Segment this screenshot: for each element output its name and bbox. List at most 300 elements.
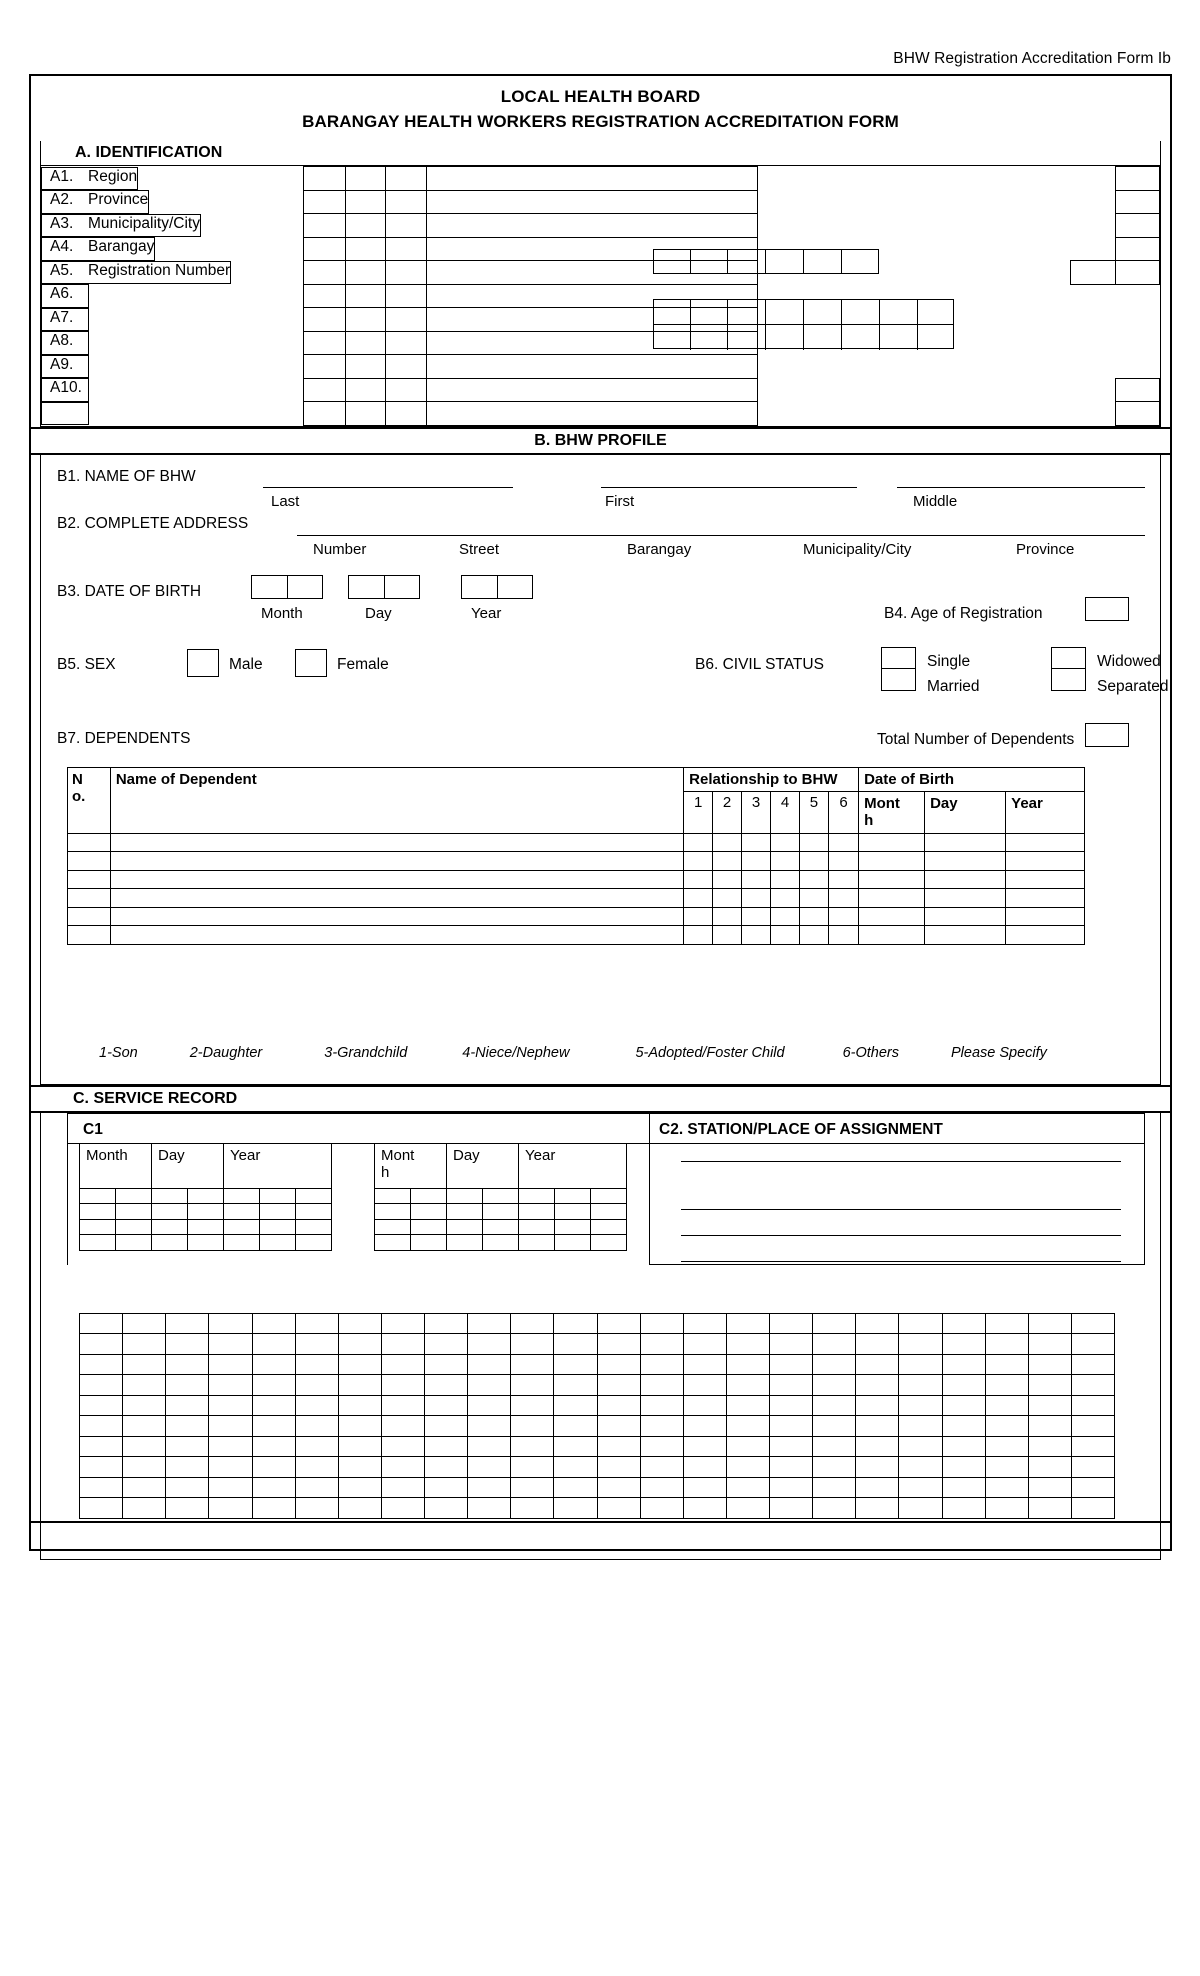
dependent-cell[interactable] xyxy=(713,907,742,926)
b5-female-checkbox[interactable] xyxy=(295,649,327,677)
service-record-cell[interactable] xyxy=(770,1375,813,1396)
service-record-cell[interactable] xyxy=(468,1457,511,1478)
service-record-cell[interactable] xyxy=(1028,1477,1071,1498)
dependent-cell[interactable] xyxy=(68,889,111,908)
service-record-cell[interactable] xyxy=(813,1334,856,1355)
service-record-cell[interactable] xyxy=(295,1457,338,1478)
service-record-cell[interactable] xyxy=(683,1457,726,1478)
section-a-code-cell[interactable] xyxy=(386,308,427,332)
dependent-cell[interactable] xyxy=(68,833,111,852)
service-record-cell[interactable] xyxy=(942,1436,985,1457)
service-record-cell[interactable] xyxy=(295,1334,338,1355)
service-record-cell[interactable] xyxy=(425,1436,468,1457)
service-record-cell[interactable] xyxy=(123,1354,166,1375)
dependent-cell[interactable] xyxy=(713,833,742,852)
dependent-cell[interactable] xyxy=(828,907,858,926)
service-record-cell[interactable] xyxy=(1028,1457,1071,1478)
service-record-cell[interactable] xyxy=(597,1354,640,1375)
section-a-code-cell[interactable] xyxy=(303,190,345,214)
section-a-right-box[interactable] xyxy=(1115,190,1159,214)
service-record-cell[interactable] xyxy=(899,1313,942,1334)
service-record-cell[interactable] xyxy=(683,1375,726,1396)
c2-line-1[interactable] xyxy=(681,1161,1121,1162)
service-record-cell[interactable] xyxy=(813,1313,856,1334)
service-record-cell[interactable] xyxy=(166,1436,209,1457)
service-record-cell[interactable] xyxy=(381,1477,424,1498)
service-record-cell[interactable] xyxy=(942,1416,985,1437)
b6-single-checkbox[interactable] xyxy=(882,648,915,669)
service-record-cell[interactable] xyxy=(425,1477,468,1498)
dependent-cell[interactable] xyxy=(771,833,800,852)
service-record-cell[interactable] xyxy=(856,1477,899,1498)
section-a-value-cell[interactable] xyxy=(426,214,758,238)
service-record-cell[interactable] xyxy=(1028,1416,1071,1437)
service-record-cell[interactable] xyxy=(123,1477,166,1498)
service-record-cell[interactable] xyxy=(813,1436,856,1457)
service-record-cell[interactable] xyxy=(166,1334,209,1355)
service-record-cell[interactable] xyxy=(209,1477,252,1498)
dependent-cell[interactable] xyxy=(771,889,800,908)
service-record-cell[interactable] xyxy=(381,1334,424,1355)
service-record-cell[interactable] xyxy=(209,1416,252,1437)
service-record-cell[interactable] xyxy=(338,1334,381,1355)
service-record-cell[interactable] xyxy=(683,1334,726,1355)
service-record-cell[interactable] xyxy=(1028,1375,1071,1396)
service-record-cell[interactable] xyxy=(295,1313,338,1334)
service-record-cell[interactable] xyxy=(468,1354,511,1375)
section-a-code-cell[interactable] xyxy=(345,214,386,238)
service-record-cell[interactable] xyxy=(554,1477,597,1498)
dependent-cell[interactable] xyxy=(828,926,858,945)
service-record-cell[interactable] xyxy=(425,1375,468,1396)
section-a-right-box[interactable] xyxy=(1071,261,1115,285)
dependent-cell[interactable] xyxy=(799,907,828,926)
service-record-cell[interactable] xyxy=(80,1457,123,1478)
service-record-cell[interactable] xyxy=(554,1416,597,1437)
service-record-cell[interactable] xyxy=(899,1354,942,1375)
service-record-cell[interactable] xyxy=(511,1334,554,1355)
section-a-code-cell[interactable] xyxy=(386,237,427,261)
service-record-cell[interactable] xyxy=(683,1436,726,1457)
dependent-cell[interactable] xyxy=(799,889,828,908)
service-record-cell[interactable] xyxy=(554,1313,597,1334)
dependent-cell[interactable] xyxy=(828,852,858,871)
service-record-cell[interactable] xyxy=(80,1313,123,1334)
service-record-cell[interactable] xyxy=(942,1395,985,1416)
b5-male-checkbox[interactable] xyxy=(187,649,219,677)
service-record-cell[interactable] xyxy=(209,1498,252,1519)
service-record-cell[interactable] xyxy=(381,1457,424,1478)
service-record-cell[interactable] xyxy=(597,1477,640,1498)
section-a-code-cell[interactable] xyxy=(386,167,427,191)
service-record-cell[interactable] xyxy=(942,1498,985,1519)
service-record-cell[interactable] xyxy=(856,1395,899,1416)
service-record-cell[interactable] xyxy=(252,1477,295,1498)
section-a-value-cell[interactable] xyxy=(426,190,758,214)
service-record-cell[interactable] xyxy=(770,1436,813,1457)
dependent-cell[interactable] xyxy=(799,870,828,889)
service-record-cell[interactable] xyxy=(554,1395,597,1416)
service-record-cell[interactable] xyxy=(252,1395,295,1416)
service-record-cell[interactable] xyxy=(338,1498,381,1519)
service-record-cell[interactable] xyxy=(1071,1436,1114,1457)
dependent-cell[interactable] xyxy=(713,870,742,889)
dependent-cell[interactable] xyxy=(925,907,1006,926)
section-a-code-cell[interactable] xyxy=(303,167,345,191)
service-record-cell[interactable] xyxy=(899,1477,942,1498)
b3-month-box-1[interactable] xyxy=(252,576,288,598)
service-record-cell[interactable] xyxy=(856,1457,899,1478)
dependent-cell[interactable] xyxy=(684,926,713,945)
c2-line-4[interactable] xyxy=(681,1261,1121,1262)
service-record-cell[interactable] xyxy=(985,1313,1028,1334)
section-a-code-cell[interactable] xyxy=(345,355,386,379)
dependent-cell[interactable] xyxy=(742,907,771,926)
dependent-cell[interactable] xyxy=(859,852,925,871)
service-record-cell[interactable] xyxy=(381,1498,424,1519)
service-record-cell[interactable] xyxy=(209,1334,252,1355)
b6-widowed-checkbox[interactable] xyxy=(1052,648,1085,669)
service-record-cell[interactable] xyxy=(856,1416,899,1437)
service-record-cell[interactable] xyxy=(425,1457,468,1478)
b4-age-box[interactable] xyxy=(1085,597,1129,621)
service-record-cell[interactable] xyxy=(209,1375,252,1396)
service-record-cell[interactable] xyxy=(1028,1313,1071,1334)
section-a-code-cell[interactable] xyxy=(386,355,427,379)
service-record-cell[interactable] xyxy=(985,1416,1028,1437)
section-a-right-box[interactable] xyxy=(1115,378,1159,402)
dependent-cell[interactable] xyxy=(799,926,828,945)
section-a-code-cell[interactable] xyxy=(386,331,427,355)
service-record-cell[interactable] xyxy=(640,1498,683,1519)
service-record-cell[interactable] xyxy=(726,1477,769,1498)
section-a-code-cell[interactable] xyxy=(345,308,386,332)
b3-year-box-1[interactable] xyxy=(462,576,498,598)
service-record-cell[interactable] xyxy=(80,1395,123,1416)
section-a-code-cell[interactable] xyxy=(345,284,386,308)
dependent-cell[interactable] xyxy=(799,852,828,871)
dependent-cell[interactable] xyxy=(828,889,858,908)
dependent-cell[interactable] xyxy=(110,889,683,908)
dependent-cell[interactable] xyxy=(828,870,858,889)
section-a-code-cell[interactable] xyxy=(386,261,427,285)
service-record-cell[interactable] xyxy=(899,1416,942,1437)
service-record-cell[interactable] xyxy=(295,1477,338,1498)
dependent-cell[interactable] xyxy=(110,852,683,871)
section-a-code-cell[interactable] xyxy=(345,331,386,355)
b1-middle-underline[interactable] xyxy=(897,487,1145,488)
b3-day-box-2[interactable] xyxy=(385,576,419,598)
b6-married-checkbox[interactable] xyxy=(882,669,915,690)
service-record-cell[interactable] xyxy=(123,1395,166,1416)
dependent-cell[interactable] xyxy=(771,852,800,871)
service-record-cell[interactable] xyxy=(770,1498,813,1519)
b1-last-underline[interactable] xyxy=(263,487,513,488)
service-record-cell[interactable] xyxy=(899,1436,942,1457)
service-record-cell[interactable] xyxy=(597,1375,640,1396)
service-record-cell[interactable] xyxy=(597,1313,640,1334)
service-record-cell[interactable] xyxy=(209,1395,252,1416)
dependent-cell[interactable] xyxy=(110,870,683,889)
service-record-cell[interactable] xyxy=(468,1436,511,1457)
service-record-cell[interactable] xyxy=(252,1498,295,1519)
service-record-cell[interactable] xyxy=(381,1416,424,1437)
b7-total-dependents-box[interactable] xyxy=(1085,723,1129,747)
service-record-cell[interactable] xyxy=(252,1416,295,1437)
service-record-cell[interactable] xyxy=(683,1416,726,1437)
section-a-code-cell[interactable] xyxy=(386,378,427,402)
service-record-cell[interactable] xyxy=(813,1354,856,1375)
service-record-cell[interactable] xyxy=(597,1457,640,1478)
dependent-cell[interactable] xyxy=(1006,833,1085,852)
service-record-cell[interactable] xyxy=(123,1436,166,1457)
service-record-cell[interactable] xyxy=(726,1334,769,1355)
dependent-cell[interactable] xyxy=(742,852,771,871)
service-record-cell[interactable] xyxy=(252,1375,295,1396)
service-record-cell[interactable] xyxy=(770,1477,813,1498)
service-record-cell[interactable] xyxy=(640,1334,683,1355)
dependent-cell[interactable] xyxy=(68,870,111,889)
service-record-cell[interactable] xyxy=(80,1436,123,1457)
dependent-cell[interactable] xyxy=(742,889,771,908)
service-record-cell[interactable] xyxy=(640,1395,683,1416)
service-record-cell[interactable] xyxy=(856,1375,899,1396)
service-record-cell[interactable] xyxy=(511,1498,554,1519)
service-record-cell[interactable] xyxy=(985,1498,1028,1519)
section-a-value-cell[interactable] xyxy=(426,355,758,379)
service-record-cell[interactable] xyxy=(1071,1498,1114,1519)
service-record-cell[interactable] xyxy=(166,1477,209,1498)
service-record-cell[interactable] xyxy=(985,1395,1028,1416)
service-record-cell[interactable] xyxy=(813,1416,856,1437)
service-record-cell[interactable] xyxy=(899,1457,942,1478)
service-record-cell[interactable] xyxy=(468,1334,511,1355)
service-record-cell[interactable] xyxy=(209,1436,252,1457)
section-a-code-cell[interactable] xyxy=(303,308,345,332)
service-record-cell[interactable] xyxy=(640,1313,683,1334)
service-record-cell[interactable] xyxy=(770,1334,813,1355)
section-a-code-cell[interactable] xyxy=(386,214,427,238)
service-record-cell[interactable] xyxy=(338,1457,381,1478)
service-record-cell[interactable] xyxy=(726,1354,769,1375)
service-record-cell[interactable] xyxy=(381,1354,424,1375)
section-a-code-cell[interactable] xyxy=(345,237,386,261)
service-record-cell[interactable] xyxy=(1028,1395,1071,1416)
service-record-cell[interactable] xyxy=(683,1498,726,1519)
service-record-cell[interactable] xyxy=(511,1395,554,1416)
dependent-cell[interactable] xyxy=(68,926,111,945)
service-record-cell[interactable] xyxy=(985,1354,1028,1375)
section-a-code-cell[interactable] xyxy=(303,402,345,426)
service-record-cell[interactable] xyxy=(640,1457,683,1478)
service-record-cell[interactable] xyxy=(683,1354,726,1375)
service-record-cell[interactable] xyxy=(1028,1498,1071,1519)
service-record-cell[interactable] xyxy=(166,1457,209,1478)
service-record-cell[interactable] xyxy=(726,1375,769,1396)
service-record-cell[interactable] xyxy=(770,1313,813,1334)
service-record-cell[interactable] xyxy=(942,1477,985,1498)
service-record-cell[interactable] xyxy=(554,1436,597,1457)
service-record-cell[interactable] xyxy=(726,1313,769,1334)
section-a-code-cell[interactable] xyxy=(345,167,386,191)
dependent-cell[interactable] xyxy=(859,833,925,852)
service-record-cell[interactable] xyxy=(166,1313,209,1334)
service-record-cell[interactable] xyxy=(252,1436,295,1457)
dependent-cell[interactable] xyxy=(799,833,828,852)
service-record-cell[interactable] xyxy=(209,1313,252,1334)
service-record-cell[interactable] xyxy=(425,1334,468,1355)
service-record-cell[interactable] xyxy=(640,1436,683,1457)
dependent-cell[interactable] xyxy=(742,870,771,889)
service-record-cell[interactable] xyxy=(252,1334,295,1355)
service-record-cell[interactable] xyxy=(252,1313,295,1334)
service-record-cell[interactable] xyxy=(252,1457,295,1478)
service-record-cell[interactable] xyxy=(468,1416,511,1437)
service-record-cell[interactable] xyxy=(597,1436,640,1457)
dependent-cell[interactable] xyxy=(1006,870,1085,889)
section-a-code-cell[interactable] xyxy=(303,331,345,355)
c2-line-2[interactable] xyxy=(681,1209,1121,1210)
service-record-cell[interactable] xyxy=(80,1334,123,1355)
service-record-cell[interactable] xyxy=(554,1457,597,1478)
section-a-value-cell[interactable] xyxy=(426,167,758,191)
service-record-cell[interactable] xyxy=(123,1457,166,1478)
service-record-cell[interactable] xyxy=(683,1395,726,1416)
service-record-cell[interactable] xyxy=(683,1313,726,1334)
service-record-cell[interactable] xyxy=(1071,1416,1114,1437)
b3-day-box-1[interactable] xyxy=(349,576,385,598)
service-record-cell[interactable] xyxy=(554,1354,597,1375)
section-a-value-cell[interactable] xyxy=(426,378,758,402)
service-record-cell[interactable] xyxy=(856,1334,899,1355)
service-record-cell[interactable] xyxy=(1071,1395,1114,1416)
section-a-code-cell[interactable] xyxy=(386,402,427,426)
section-a-code-cell[interactable] xyxy=(345,261,386,285)
service-record-cell[interactable] xyxy=(1071,1457,1114,1478)
service-record-cell[interactable] xyxy=(425,1354,468,1375)
service-record-cell[interactable] xyxy=(770,1457,813,1478)
service-record-cell[interactable] xyxy=(554,1375,597,1396)
service-record-cell[interactable] xyxy=(597,1395,640,1416)
service-record-cell[interactable] xyxy=(468,1498,511,1519)
section-a-code-cell[interactable] xyxy=(303,355,345,379)
service-record-cell[interactable] xyxy=(80,1375,123,1396)
dependent-cell[interactable] xyxy=(110,926,683,945)
b6-separated-checkbox[interactable] xyxy=(1052,669,1085,690)
service-record-cell[interactable] xyxy=(597,1334,640,1355)
service-record-cell[interactable] xyxy=(123,1313,166,1334)
service-record-cell[interactable] xyxy=(813,1395,856,1416)
service-record-cell[interactable] xyxy=(425,1313,468,1334)
section-a-code-cell[interactable] xyxy=(345,378,386,402)
section-a-code-cell[interactable] xyxy=(303,214,345,238)
service-record-cell[interactable] xyxy=(942,1457,985,1478)
dependent-cell[interactable] xyxy=(771,907,800,926)
service-record-cell[interactable] xyxy=(597,1498,640,1519)
service-record-cell[interactable] xyxy=(425,1395,468,1416)
service-record-cell[interactable] xyxy=(295,1416,338,1437)
dependent-cell[interactable] xyxy=(925,852,1006,871)
service-record-cell[interactable] xyxy=(813,1457,856,1478)
dependent-cell[interactable] xyxy=(684,870,713,889)
service-record-cell[interactable] xyxy=(338,1354,381,1375)
service-record-cell[interactable] xyxy=(295,1375,338,1396)
service-record-cell[interactable] xyxy=(813,1498,856,1519)
dependent-cell[interactable] xyxy=(925,926,1006,945)
service-record-cell[interactable] xyxy=(1028,1436,1071,1457)
section-a-code-cell[interactable] xyxy=(345,402,386,426)
service-record-cell[interactable] xyxy=(468,1395,511,1416)
dependent-cell[interactable] xyxy=(713,889,742,908)
service-record-cell[interactable] xyxy=(511,1457,554,1478)
section-a-right-box[interactable] xyxy=(1115,167,1159,191)
service-record-cell[interactable] xyxy=(640,1375,683,1396)
service-record-cell[interactable] xyxy=(899,1395,942,1416)
service-record-cell[interactable] xyxy=(166,1416,209,1437)
service-record-cell[interactable] xyxy=(338,1416,381,1437)
dependent-cell[interactable] xyxy=(828,833,858,852)
service-record-cell[interactable] xyxy=(726,1395,769,1416)
service-record-cell[interactable] xyxy=(813,1477,856,1498)
service-record-cell[interactable] xyxy=(726,1436,769,1457)
service-record-cell[interactable] xyxy=(1028,1334,1071,1355)
dependent-cell[interactable] xyxy=(771,870,800,889)
section-a-code-cell[interactable] xyxy=(386,284,427,308)
section-a-code-cell[interactable] xyxy=(303,284,345,308)
service-record-cell[interactable] xyxy=(123,1334,166,1355)
section-a-right-box[interactable] xyxy=(1115,402,1159,426)
service-record-cell[interactable] xyxy=(813,1375,856,1396)
dependent-cell[interactable] xyxy=(859,889,925,908)
service-record-cell[interactable] xyxy=(338,1313,381,1334)
service-record-cell[interactable] xyxy=(166,1354,209,1375)
dependent-cell[interactable] xyxy=(684,852,713,871)
service-record-cell[interactable] xyxy=(381,1313,424,1334)
service-record-cell[interactable] xyxy=(856,1313,899,1334)
service-record-cell[interactable] xyxy=(770,1395,813,1416)
service-record-cell[interactable] xyxy=(468,1477,511,1498)
service-record-cell[interactable] xyxy=(899,1334,942,1355)
service-record-cell[interactable] xyxy=(985,1436,1028,1457)
service-record-cell[interactable] xyxy=(597,1416,640,1437)
service-record-cell[interactable] xyxy=(942,1354,985,1375)
section-a-right-box[interactable] xyxy=(1115,214,1159,238)
dependent-cell[interactable] xyxy=(1006,907,1085,926)
service-record-cell[interactable] xyxy=(770,1416,813,1437)
dependent-cell[interactable] xyxy=(1006,926,1085,945)
b3-year-box-2[interactable] xyxy=(498,576,532,598)
service-record-cell[interactable] xyxy=(381,1436,424,1457)
section-a-code-cell[interactable] xyxy=(303,378,345,402)
service-record-cell[interactable] xyxy=(985,1477,1028,1498)
dependent-cell[interactable] xyxy=(771,926,800,945)
a6-code-boxes[interactable] xyxy=(653,249,879,274)
service-record-cell[interactable] xyxy=(80,1416,123,1437)
service-record-cell[interactable] xyxy=(1071,1334,1114,1355)
service-record-cell[interactable] xyxy=(1071,1375,1114,1396)
service-record-cell[interactable] xyxy=(1071,1313,1114,1334)
service-record-cell[interactable] xyxy=(899,1375,942,1396)
service-record-cell[interactable] xyxy=(511,1375,554,1396)
dependent-cell[interactable] xyxy=(859,926,925,945)
service-record-cell[interactable] xyxy=(640,1416,683,1437)
service-record-cell[interactable] xyxy=(985,1334,1028,1355)
service-record-cell[interactable] xyxy=(942,1313,985,1334)
service-record-cell[interactable] xyxy=(726,1457,769,1478)
service-record-cell[interactable] xyxy=(425,1498,468,1519)
service-record-cell[interactable] xyxy=(338,1436,381,1457)
service-record-cell[interactable] xyxy=(554,1334,597,1355)
